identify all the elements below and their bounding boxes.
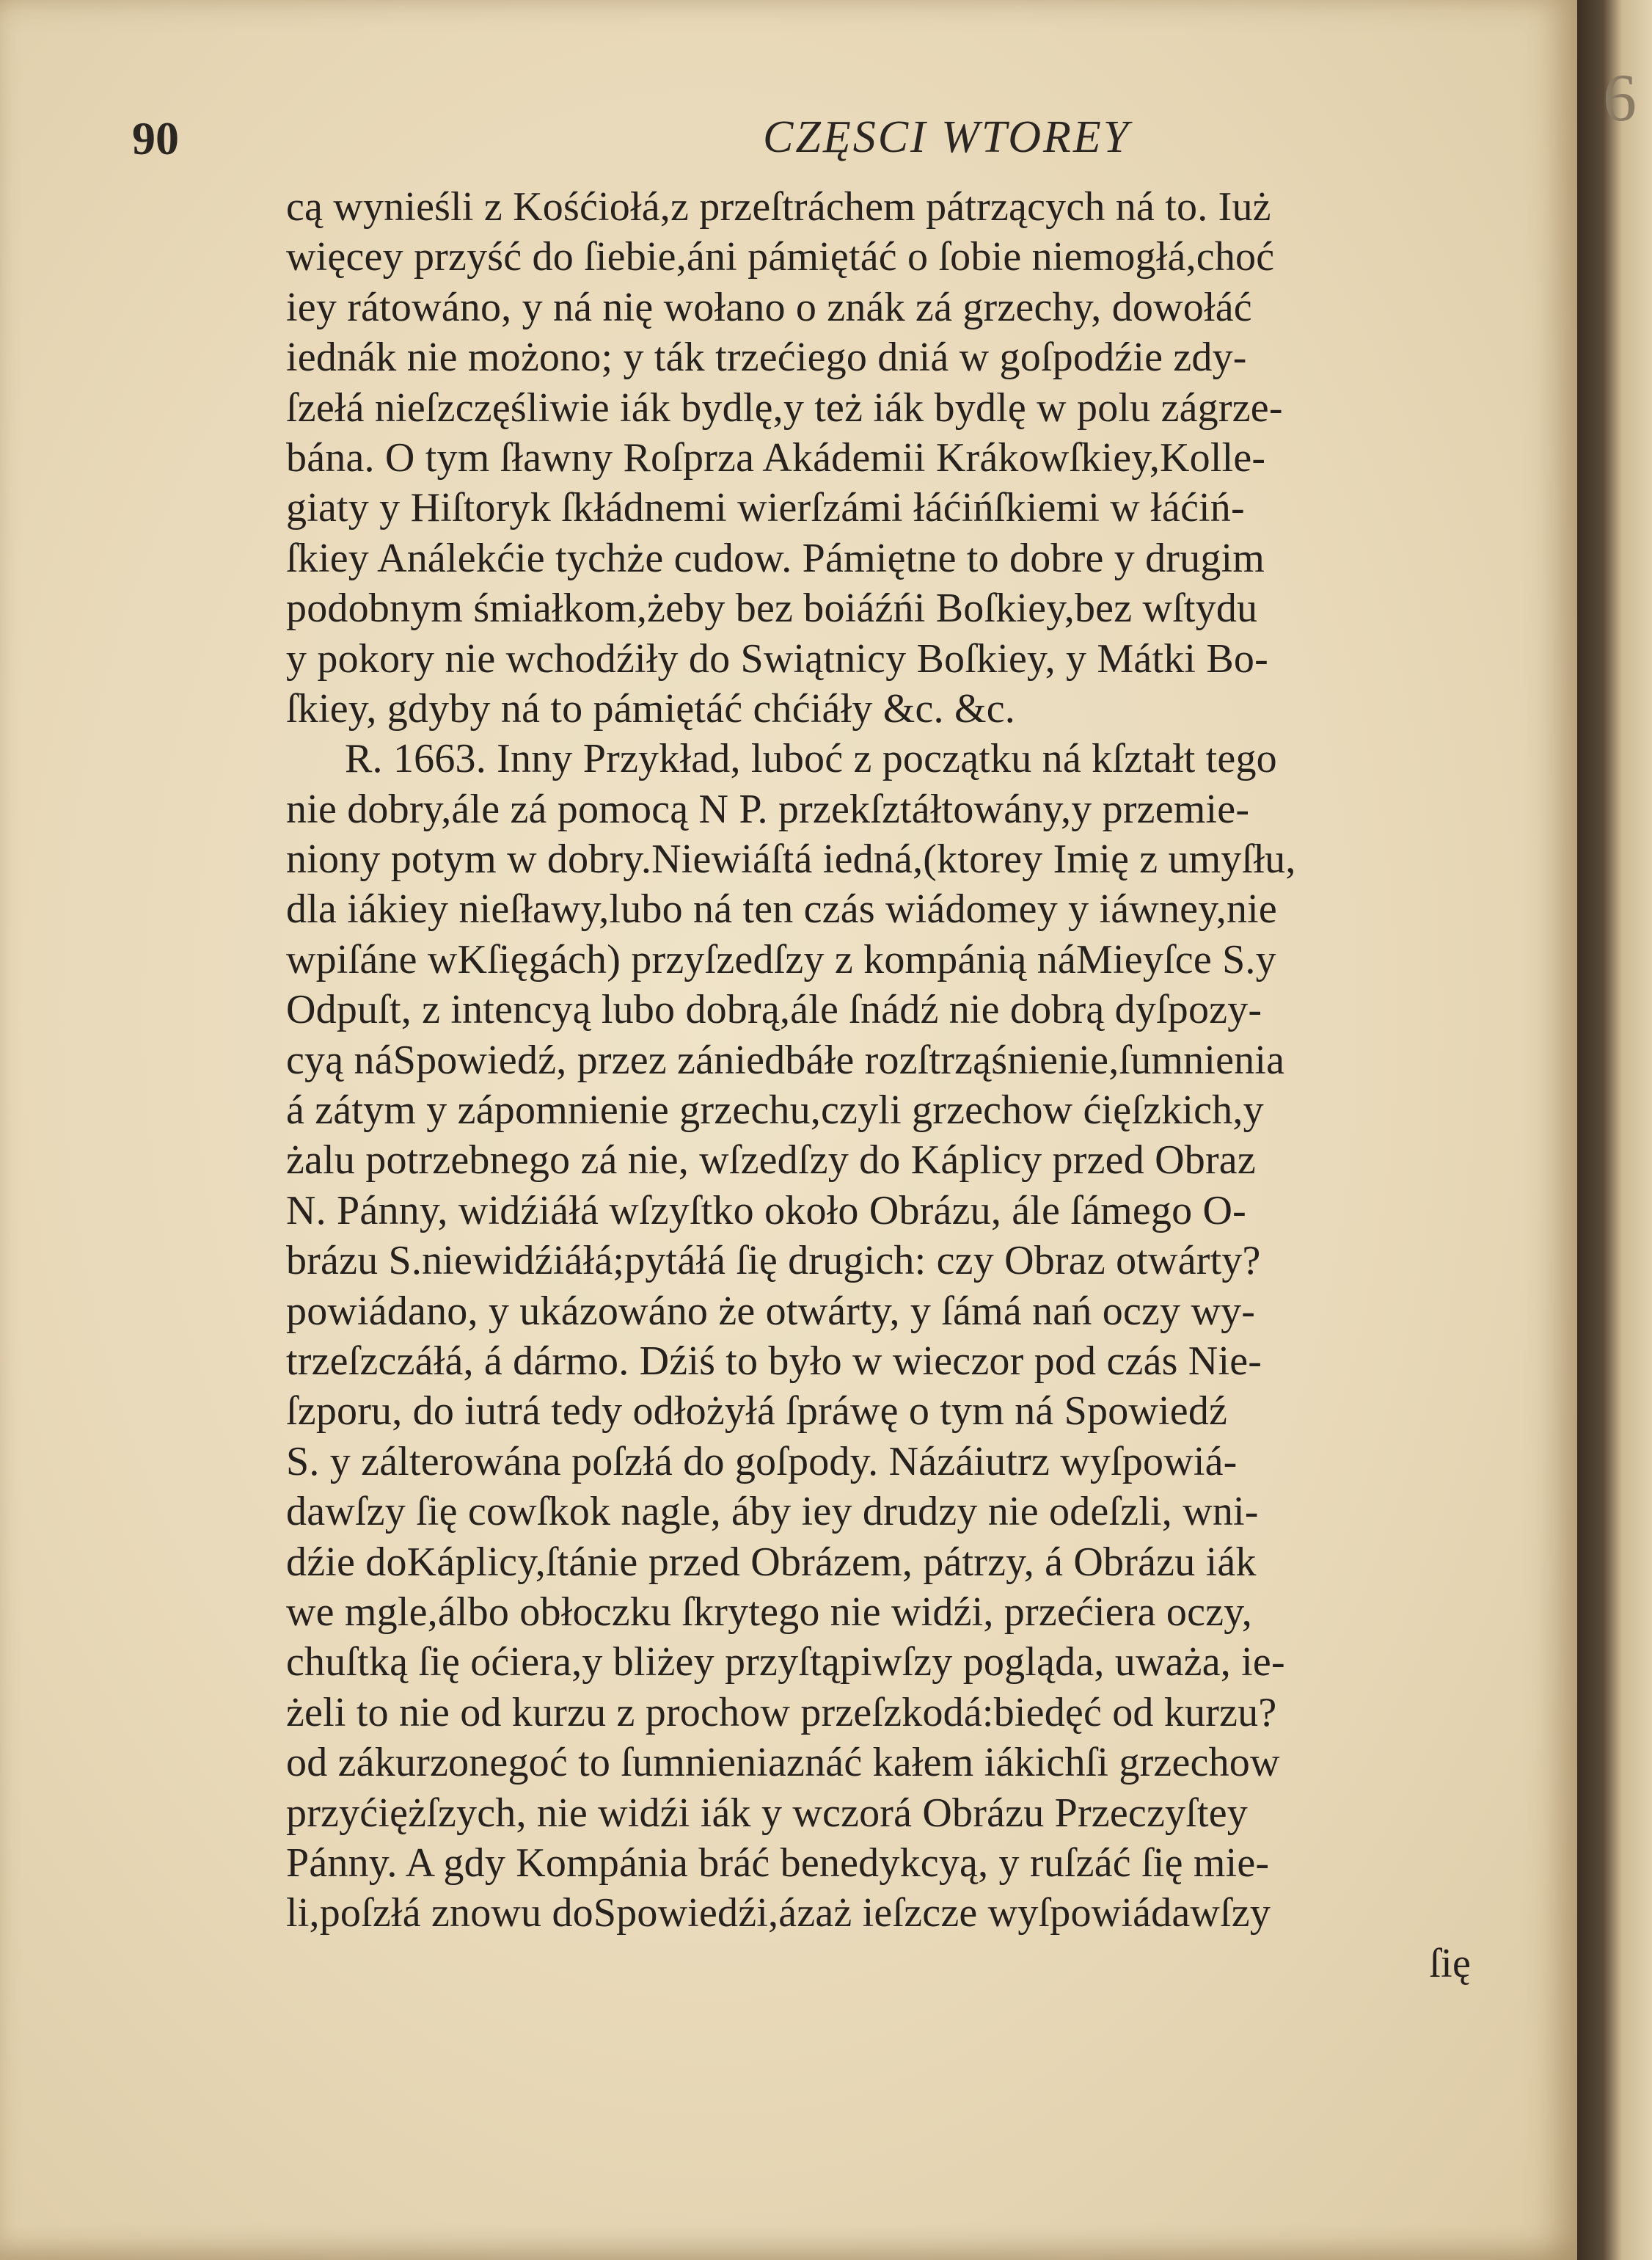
text-line: ſzełá nieſzczęśliwie iák bydlę,y też iák bydlę w polu zágrze-	[286, 384, 1283, 431]
text-line: li,poſzłá znowu doSpowiedźi,ázaż ieſzcze wyſpowiádawſzy	[286, 1890, 1271, 1936]
text-line: wpiſáne wKſięgách) przyſzedſzy z kompánią náMieyſce S.y	[286, 936, 1276, 983]
text-line: od zákurzonegoć to ſumnieniaznáć kałem iákichſi grzechow	[286, 1740, 1280, 1786]
text-line: y pokory nie wchodźiły do Swiątnicy Boſkiey, y Mátki Bo-	[286, 635, 1268, 682]
text-line: chuſtką ſię oćiera,y bliżey przyſtąpiwſzy pogląda, uważa, ie-	[286, 1639, 1285, 1685]
text-line: we mgle,álbo obłoczku ſkrytego nie widźi, przećiera oczy,	[286, 1589, 1253, 1635]
text-line: iednák nie możono; y ták trzećiego dniá w goſpodźie zdy-	[286, 335, 1247, 381]
text-line: cyą náSpowiedź, przez zániedbáłe rozſtrząśnienie,ſumnienia	[286, 1037, 1285, 1083]
text-line: przyćiężſzych, nie widźi iák y wczorá Obrázu Przeczyſtey	[286, 1790, 1248, 1836]
text-line: nie dobry,ále zá pomocą N P. przekſztáłtowány,y przemie-	[286, 786, 1250, 832]
text-line: Pánny. A gdy Kompánia bráć benedykcyą, y ruſzáć ſię mie-	[286, 1840, 1270, 1886]
text-line: bána. O tym ſławny Roſprza Akádemii Krákowſkiey,Kolle-	[286, 434, 1266, 481]
text-line: S. y zálterowána poſzłá do goſpody. Názáiutrz wyſpowiá-	[286, 1438, 1238, 1484]
text-line: á zátym y zápomnienie grzechu,czyli grzechow ćięſzkich,y	[286, 1087, 1264, 1134]
text-line: ſzporu, do iutrá tedy odłożyłá ſpráwę o tym ná Spowiedź	[286, 1388, 1228, 1435]
text-line: niony potym w dobry.Niewiáſtá iedná,(ktorey Imię z umyſłu,	[286, 836, 1296, 883]
text-line: dawſzy ſię cowſkok nagle, áby iey drudzy nie odeſzli, wni-	[286, 1489, 1259, 1535]
text-line: cą wynieśli z Kośćiołá,z przeſtráchem pátrzących ná to. Iuż	[286, 184, 1271, 230]
catchword: ſię	[1429, 1940, 1471, 1986]
body-text	[286, 182, 1533, 1989]
text-line: Odpuſt, z intencyą lubo dobrą,ále ſnádź nie dobrą dyſpozy-	[286, 987, 1262, 1033]
text-line: żeli to nie od kurzu z prochow przeſzkodá:biedęć od kurzu?	[286, 1689, 1277, 1735]
text-line: ſkiey, gdyby ná to pámiętáć chćiáły &c. &c.	[286, 685, 1015, 732]
text-line: powiádano, y ukázowáno że otwárty, y ſámá nań oczy wy-	[286, 1288, 1256, 1334]
text-line: iey rátowáno, y ná nię wołano o znák zá grzechy, dowołáć	[286, 284, 1252, 330]
text-line: dla iákiey nieſławy,lubo ná ten czás wiádomey y iáwney,nie	[286, 886, 1277, 933]
text-line: żalu potrzebnego zá nie, wſzedſzy do Káplicy przed Obraz	[286, 1137, 1256, 1184]
text-line: giaty y Hiſtoryk ſkłádnemi wierſzámi łáćińſkiemi w łáćiń-	[286, 485, 1245, 531]
text-line: dźie doKáplicy,ſtánie przed Obrázem, pátrzy, á Obrázu iák	[286, 1539, 1257, 1585]
text-line: ſkiey Análekćie tychże cudow. Pámiętne to dobre y drugim	[286, 535, 1265, 581]
page-number: 90	[132, 112, 179, 164]
text-line: N. Pánny, widźiáłá wſzyſtko około Obrázu, ále ſámego O-	[286, 1187, 1247, 1233]
text-line: trzeſzczáłá, á dármo. Dźiś to było w wieczor pod czás Nie-	[286, 1338, 1262, 1384]
text-line: podobnym śmiałkom,żeby bez boiáźńi Boſkiey,bez wſtydu	[286, 586, 1258, 632]
next-page-fragment: 6	[1603, 60, 1637, 135]
text-line: więcey przyść do ſiebie,áni pámiętáć o ſobie niemogłá,choć	[286, 234, 1275, 280]
paragraph-start-line: R. 1663. Inny Przykład, luboć z początku ná kſztałt tego	[345, 736, 1277, 782]
book-gutter	[1577, 0, 1652, 2260]
page-header	[117, 112, 1511, 178]
running-head: CZĘSCI WTOREY	[763, 112, 1131, 162]
text-line: brázu S.niewidźiáłá;pytáłá ſię drugich: czy Obraz otwárty?	[286, 1238, 1261, 1284]
